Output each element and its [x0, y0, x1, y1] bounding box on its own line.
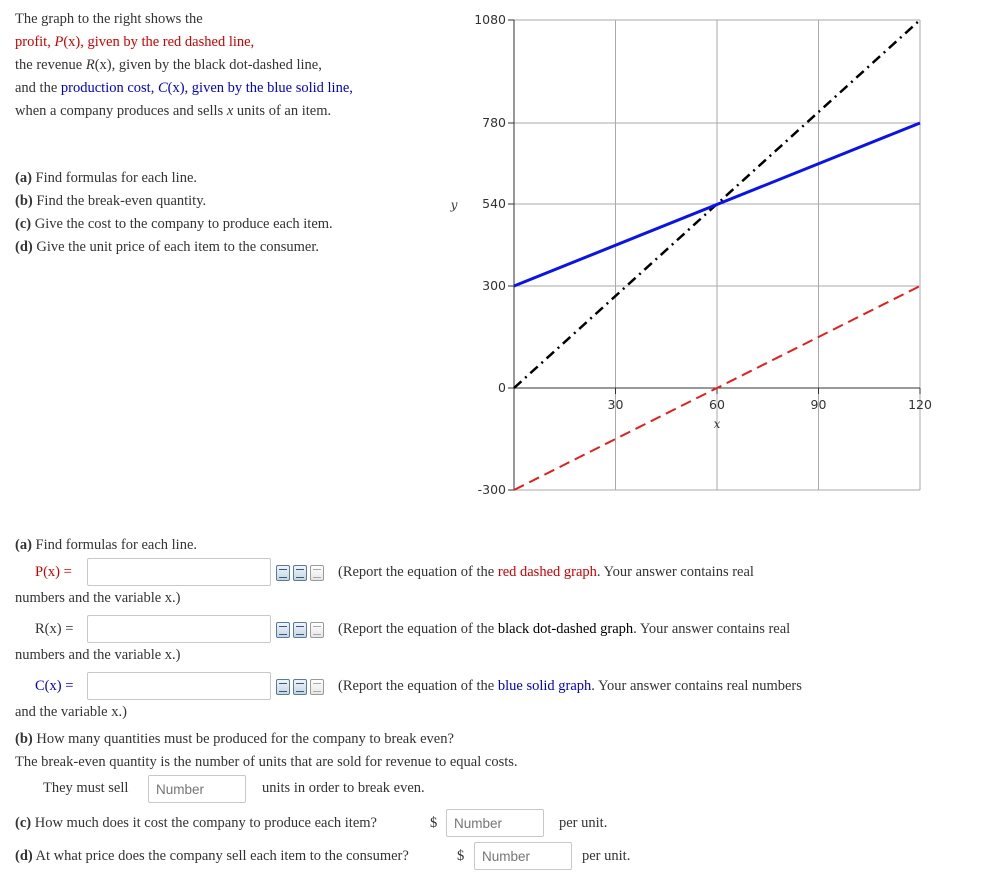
break-even-quantity-input[interactable]	[148, 775, 246, 803]
help-page-icon[interactable]	[310, 565, 324, 581]
r-equation-tools	[276, 622, 324, 638]
c-equation-input[interactable]	[87, 672, 271, 700]
part-c-suffix: per unit.	[559, 815, 608, 831]
part-b-suffix: units in order to break even.	[262, 780, 425, 796]
part-d-question: (d) At what price does the company sell each item to the consumer?	[15, 848, 409, 864]
intro-text	[15, 8, 353, 123]
x-tick-label: 120	[908, 397, 932, 412]
question-d: (d) Give the unit price of each item to the consumer.	[15, 239, 320, 255]
part-b-explanation: The break-even quantity is the number of units that are sold for revenue to equal costs.	[15, 754, 518, 770]
p-equation-hint: (Report the equation of the red dashed graph. Your answer contains real	[338, 564, 754, 580]
unit-price-input[interactable]	[474, 842, 572, 870]
preview-icon[interactable]	[293, 679, 307, 695]
part-c-currency: $	[430, 815, 438, 831]
intro-line-1: The graph to the right shows the	[15, 11, 203, 27]
profit-revenue-cost-chart	[440, 0, 996, 520]
question-b: (b) Find the break-even quantity.	[15, 193, 207, 209]
part-d-suffix: per unit.	[582, 848, 631, 864]
question-a: (a) Find formulas for each line.	[15, 170, 198, 186]
y-tick-label: -300	[477, 482, 506, 497]
intro-line-5: when a company produces and sells x units of an item.	[15, 103, 332, 119]
question-list	[15, 167, 333, 259]
preview-icon[interactable]	[293, 622, 307, 638]
p-equation-hint-wrap: numbers and the variable x.)	[15, 590, 181, 606]
unit-cost-input[interactable]	[446, 809, 544, 837]
help-page-icon[interactable]	[310, 679, 324, 695]
p-equation-tools	[276, 565, 324, 581]
x-tick-label: 30	[607, 397, 624, 412]
r-equation-hint-wrap: numbers and the variable x.)	[15, 647, 181, 663]
part-c-question: (c) How much does it cost the company to produce each item?	[15, 815, 377, 831]
y-tick-label: 1080	[474, 12, 506, 27]
x-tick-label: 60	[709, 397, 725, 412]
part-b-question: (b) How many quantities must be produced for the company to break even?	[15, 731, 454, 747]
y-tick-label: 300	[482, 278, 506, 293]
y-tick-label: 0	[498, 380, 506, 395]
equation-editor-icon[interactable]	[276, 622, 290, 638]
r-equation-input[interactable]	[87, 615, 271, 643]
x-axis-label: x	[713, 417, 721, 431]
c-equation-hint-wrap: and the variable x.)	[15, 704, 127, 720]
chart-labels	[450, 12, 932, 497]
part-d-currency: $	[457, 848, 465, 864]
intro-line-4: and the production cost, C(x), given by the blue solid line,	[15, 80, 353, 96]
r-equation-hint: (Report the equation of the black dot-dashed graph. Your answer contains real	[338, 621, 791, 637]
r-equation-label: R(x) =	[35, 621, 74, 637]
intro-line-2: profit, P(x), given by the red dashed line,	[15, 34, 255, 50]
c-equation-label: C(x) =	[35, 678, 74, 694]
p-equation-label: P(x) =	[35, 564, 72, 580]
part-b-prefix: They must sell	[43, 780, 129, 796]
y-tick-label: 540	[482, 196, 506, 211]
x-tick-label: 90	[810, 397, 827, 412]
part-a-heading: (a) Find formulas for each line.	[15, 537, 198, 553]
question-c: (c) Give the cost to the company to produce each item.	[15, 216, 333, 232]
c-equation-tools	[276, 679, 324, 695]
c-equation-hint: (Report the equation of the blue solid graph. Your answer contains real numbers	[338, 678, 802, 694]
equation-editor-icon[interactable]	[276, 565, 290, 581]
y-tick-label: 780	[482, 115, 506, 130]
y-axis-label: y	[450, 198, 458, 212]
intro-line-3: the revenue R(x), given by the black dot-dashed line,	[15, 57, 322, 73]
p-equation-input[interactable]	[87, 558, 271, 586]
equation-editor-icon[interactable]	[276, 679, 290, 695]
preview-icon[interactable]	[293, 565, 307, 581]
help-page-icon[interactable]	[310, 622, 324, 638]
